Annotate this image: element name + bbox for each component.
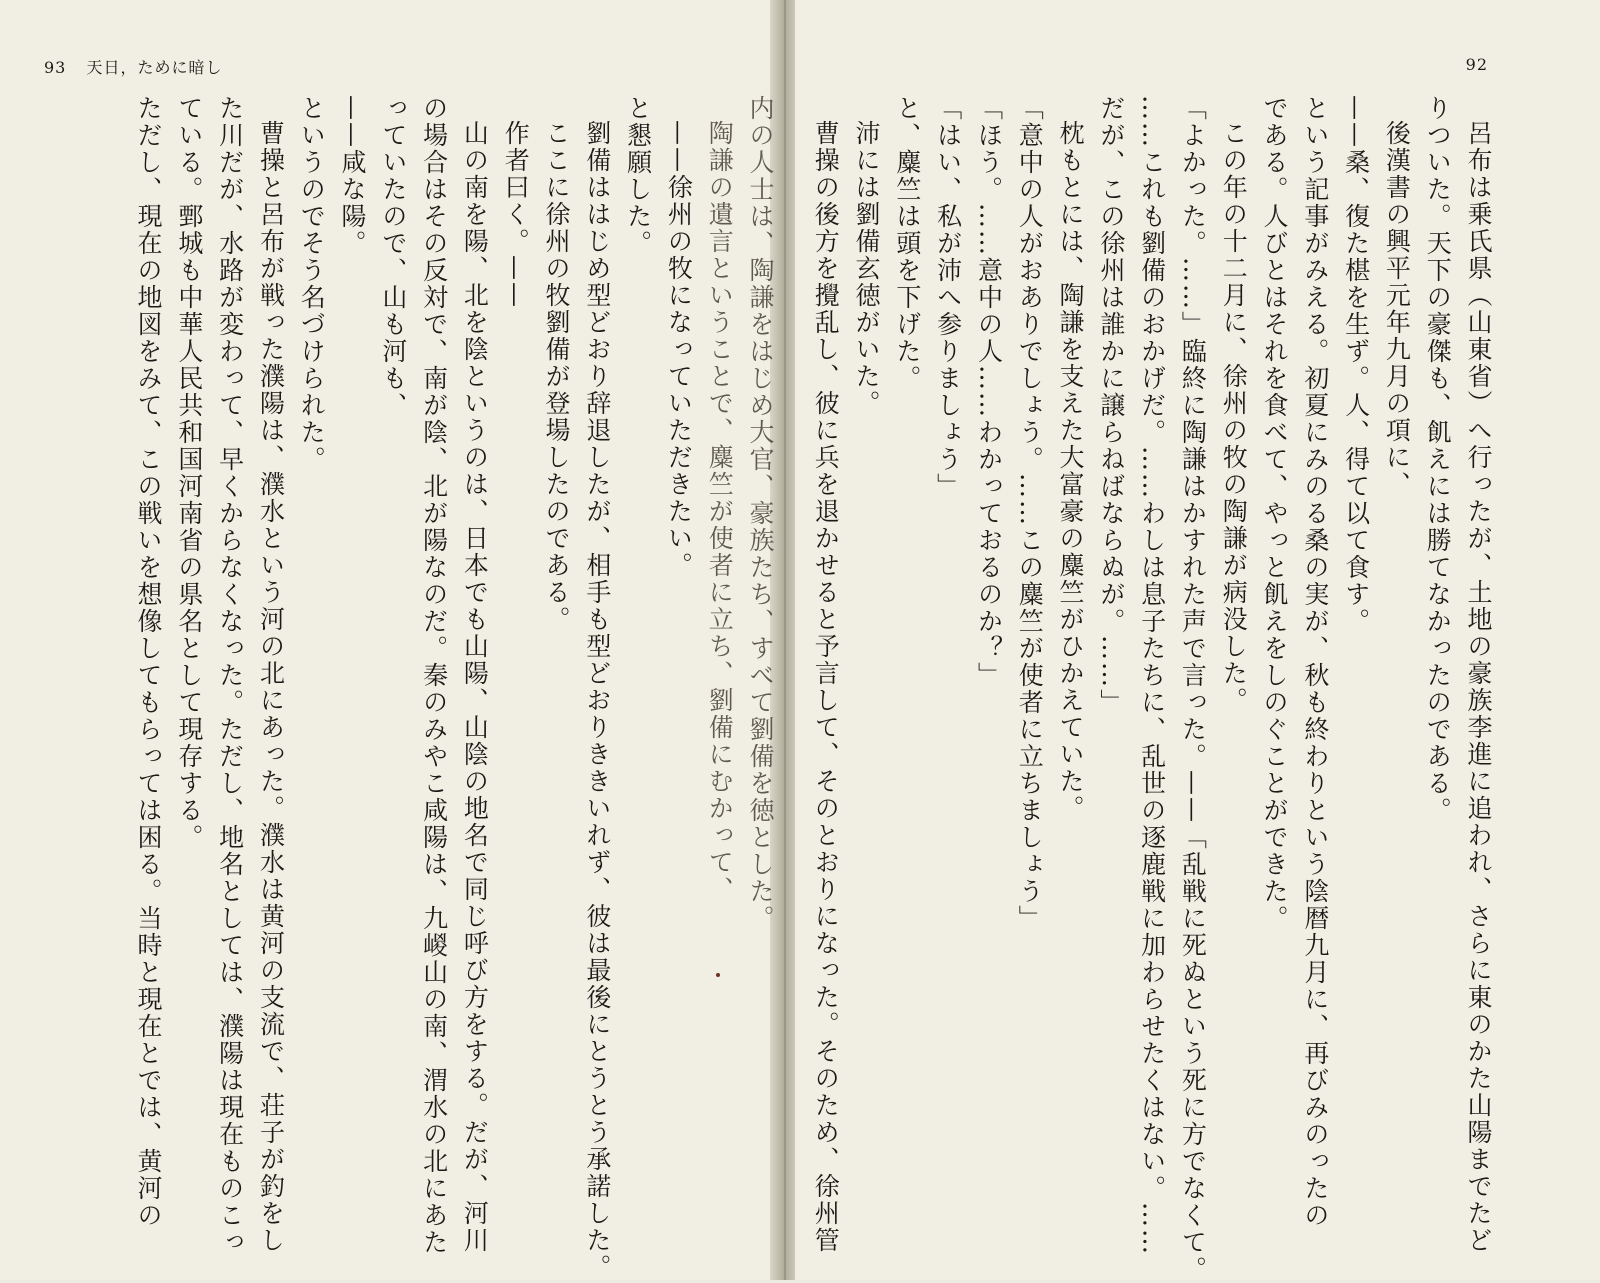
ink-spot — [716, 973, 720, 977]
text-line: 「意中の人がおありでしょう。……この麋竺が使者に立ちましょう」 — [1015, 95, 1045, 932]
text-line: の場合はその反対で、南が陰、北が陽なのだ。秦のみやこ咸陽は、九嵕山の南、渭水の北にあた — [419, 95, 449, 1256]
right-page-body — [733, 95, 1498, 1283]
text-line: 沛には劉備玄徳がいた。 — [852, 120, 882, 417]
text-line: というのでそう名づけられた。 — [297, 95, 327, 473]
text-line: 「ほう。……意中の人……わかっておるのか？」 — [974, 95, 1004, 689]
text-line: 後漢書の興平元年九月の項に、 — [1382, 120, 1412, 498]
text-line: ただし、現在の地図をみて、この戦いを想像してもらっては困る。当時と現在とでは、黄河の — [134, 95, 164, 1229]
text-line: である。人びとはそれを食べて、やっと飢えをしのぐことができた。 — [1260, 95, 1290, 932]
text-line: ……これも劉備のおかげだ。……わしは息子たちに、乱世の逐鹿戦に加わらせたくはない。…… — [1137, 95, 1167, 1256]
left-page-body — [40, 95, 780, 1281]
text-line: 作者曰く。—— — [501, 120, 531, 309]
text-line: この年の十二月に、徐州の牧の陶謙が病没した。 — [1219, 120, 1249, 714]
text-line: と懇願した。 — [623, 95, 653, 257]
text-line: りついた。天下の豪傑も、飢えには勝てなかったのである。 — [1423, 95, 1453, 824]
text-line: 内の人士は、陶謙をはじめ大官、豪族たち、すべて劉備を徳とした。 — [746, 95, 775, 932]
text-line: ——徐州の牧になっていただきたい。 — [664, 120, 694, 579]
text-line: 曹操の後方を攪乱し、彼に兵を退かせると予言して、そのとおりになった。そのため、徐州管 — [811, 120, 841, 1254]
text-line: た川だが、水路が変わって、早くからなくなった。ただし、地名としては、濮陽は現在ものこっ — [215, 95, 245, 1256]
text-line: と、麋竺は頭を下げた。 — [892, 95, 922, 392]
text-line: だが、この徐州は誰かに譲らねばならぬが。……」 — [1096, 95, 1126, 716]
text-line: ——桑、復た椹を生ず。人、得て以て食す。 — [1341, 95, 1371, 635]
text-line: 「はい、私が沛へ参りましょう」 — [933, 95, 963, 500]
right-page-number: 92 — [1465, 55, 1488, 74]
left-page-number: 93 — [44, 58, 67, 77]
text-line: 劉備ははじめ型どおり辞退したが、相手も型どおりききいれず、彼は最後にとうとう承諾した。 — [582, 120, 612, 1281]
text-line: っていたので、山も河も、 — [378, 95, 408, 419]
left-page-header — [44, 55, 222, 78]
text-line: 呂布は乗氏県（山東省）へ行ったが、土地の豪族李進に追われ、さらに東のかた山陽までたど — [1464, 120, 1493, 1254]
text-line: 曹操と呂布が戦った濮陽は、濮水という河の北にあった。濮水は黄河の支流で、荘子が釣をし — [256, 120, 286, 1254]
text-line: ——咸な陽。 — [338, 95, 368, 257]
text-line: という記事がみえる。初夏にみのる桑の実が、秋も終わりという陰暦九月に、再びみのったの — [1300, 95, 1330, 1229]
text-line: ここに徐州の牧劉備が登場したのである。 — [542, 120, 572, 633]
text-line: ている。鄄城も中華人民共和国河南省の県名として現存する。 — [174, 95, 204, 851]
text-line: 「よかった。……」臨終に陶謙はかすれた声で言った。——「乱戦に死ぬという死に方でなくて。 — [1178, 95, 1208, 1283]
text-line: 枕もとには、陶謙を支えた大富豪の麋竺がひかえていた。 — [1056, 120, 1086, 822]
text-line: 陶謙の遺言ということで、麋竺が使者に立ち、劉備にむかって、 — [705, 120, 735, 903]
text-line: 山の南を陽、北を陰というのは、日本でも山陽、山陰の地名で同じ呼び方をする。だが、河川 — [460, 120, 490, 1254]
running-head: 天日，ために暗し — [86, 58, 223, 77]
